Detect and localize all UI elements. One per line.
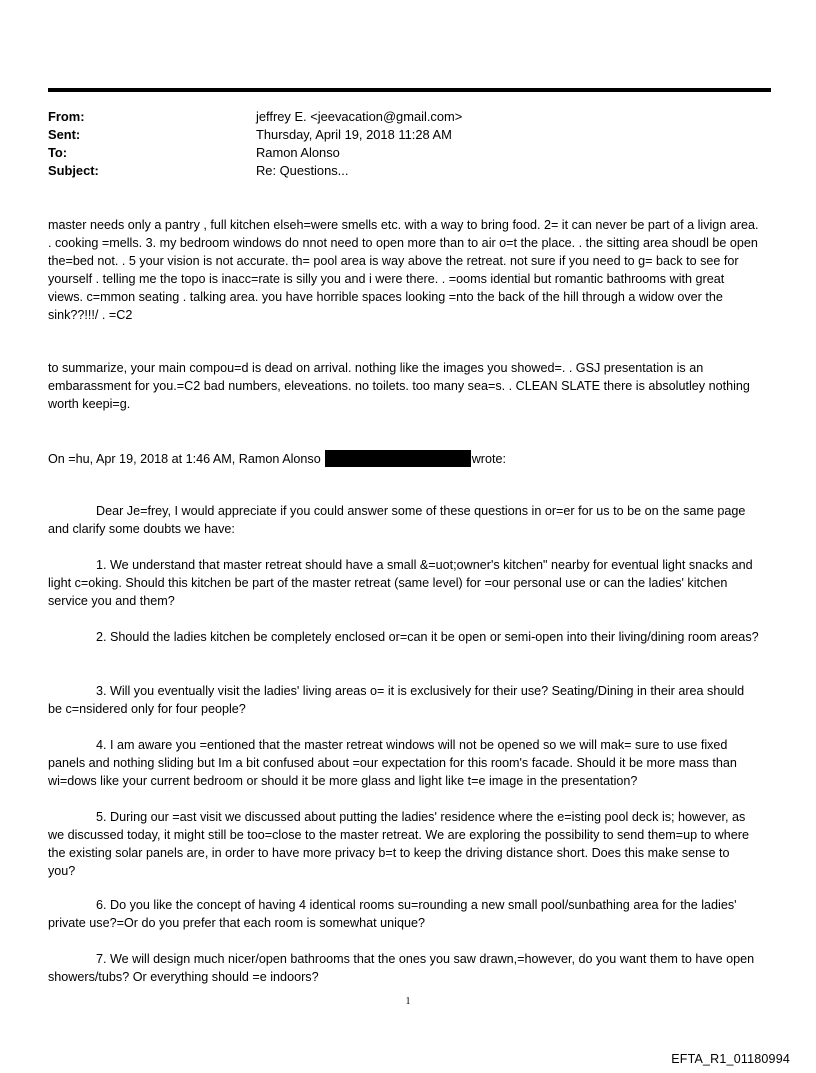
subject-value: Re: Questions...: [256, 163, 349, 178]
quoted-greeting: Dear Je=frey, I would appreciate if you could answer some of these questions in or=er for us to be on the same page and clarify some doubts we have:: [48, 504, 746, 536]
quoted-question-7: 7. We will design much nicer/open bathrooms that the ones you saw drawn,=however, do you want them to have open showers/tubs? Or everything should =e indoors?: [48, 952, 755, 984]
from-value: jeffrey E. <jeevacation@gmail.com>: [256, 109, 463, 124]
quoted-question-3: 3. Will you eventually visit the ladies' living areas o= it is exclusively for their use? Seating/Dining in their area should be c=nsidered only for four people?: [48, 684, 745, 716]
quoted-question-4: 4. I am aware you =entioned that the master retreat windows will not be opened so we will mak= sure to use fixed panels and nothing sliding but Im a bit confused about =our expectation for this room's facade. Should it be more mass than wi=dows like your current bedroom or should it be more glass and light like t=e image in the presentation?: [48, 738, 737, 788]
email-header: [48, 108, 768, 180]
sent-row: [48, 126, 768, 144]
footer-document-id: EFTA_R1_01180994: [671, 1052, 790, 1066]
from-row: [48, 108, 768, 126]
quoted-question-5: 5. During our =ast visit we discussed about putting the ladies' residence where the e=isting pool deck is; however, as we discussed today, it might still be too=close to the master retreat. We are exploring the possibility to send them=up to where the existing solar panels are, in order to have more privacy b=t to keep the driving distance short. Does this make sense to you?: [48, 810, 749, 878]
redaction-box: [325, 450, 471, 467]
sent-value: Thursday, April 19, 2018 11:28 AM: [256, 127, 452, 142]
quote-attribution: [48, 450, 506, 468]
subject-row: [48, 162, 768, 180]
attribution-prefix: On =hu, Apr 19, 2018 at 1:46 AM, Ramon Alonso: [48, 452, 321, 466]
quoted-question-1: 1. We understand that master retreat should have a small &=uot;owner's kitchen" nearby for eventual light snacks and light c=oking. Should this kitchen be part of the master retreat (same level) for =our personal use or can the ladies' kitchen service you and them?: [48, 558, 753, 608]
attribution-suffix: wrote:: [471, 452, 506, 466]
page-number: 1: [405, 996, 411, 1007]
sent-label: Sent:: [48, 127, 81, 142]
quoted-question-6: 6. Do you like the concept of having 4 identical rooms su=rounding a new small pool/sunbathing area for the ladies' private use?=Or do you prefer that each room is somewhat unique?: [48, 898, 737, 930]
body-paragraph-1: master needs only a pantry , full kitchen elseh=were smells etc. with a way to bring food. 2= it can never be part of a livign area. . cooking =mells. 3. my bedroom windows do nnot need to open more than to air o=t the place. . the sitting area shoudl be open the=bed not. . 5 your vision is not accurate. th= pool area is way above the retreat. not sure if you need to g= back to see for yourself . telling me the topo is inacc=rate is silly you and i were there. . =ooms idential but romantic bathrooms with great views. c=mmon seating . talking area. you have horrible spaces looking =nto the back of the hill through a widow over the sink??!!!/ . =C2: [48, 218, 759, 322]
to-label: To:: [48, 145, 68, 160]
quoted-question-2: 2. Should the ladies kitchen be completely enclosed or=can it be open or semi-open into their living/dining room areas?: [96, 630, 759, 644]
header-rule: [48, 88, 771, 92]
subject-label: Subject:: [48, 163, 99, 178]
body-paragraph-2: to summarize, your main compou=d is dead on arrival. nothing like the images you showed=. . GSJ presentation is an embarassment for you.=C2 bad numbers, eleveations. no toilets. too many sea=s. . CLEAN SLATE there is absolutley nothing worth keepi=g.: [48, 361, 750, 411]
to-row: [48, 144, 768, 162]
from-label: From:: [48, 109, 85, 124]
to-value: Ramon Alonso: [256, 145, 340, 160]
